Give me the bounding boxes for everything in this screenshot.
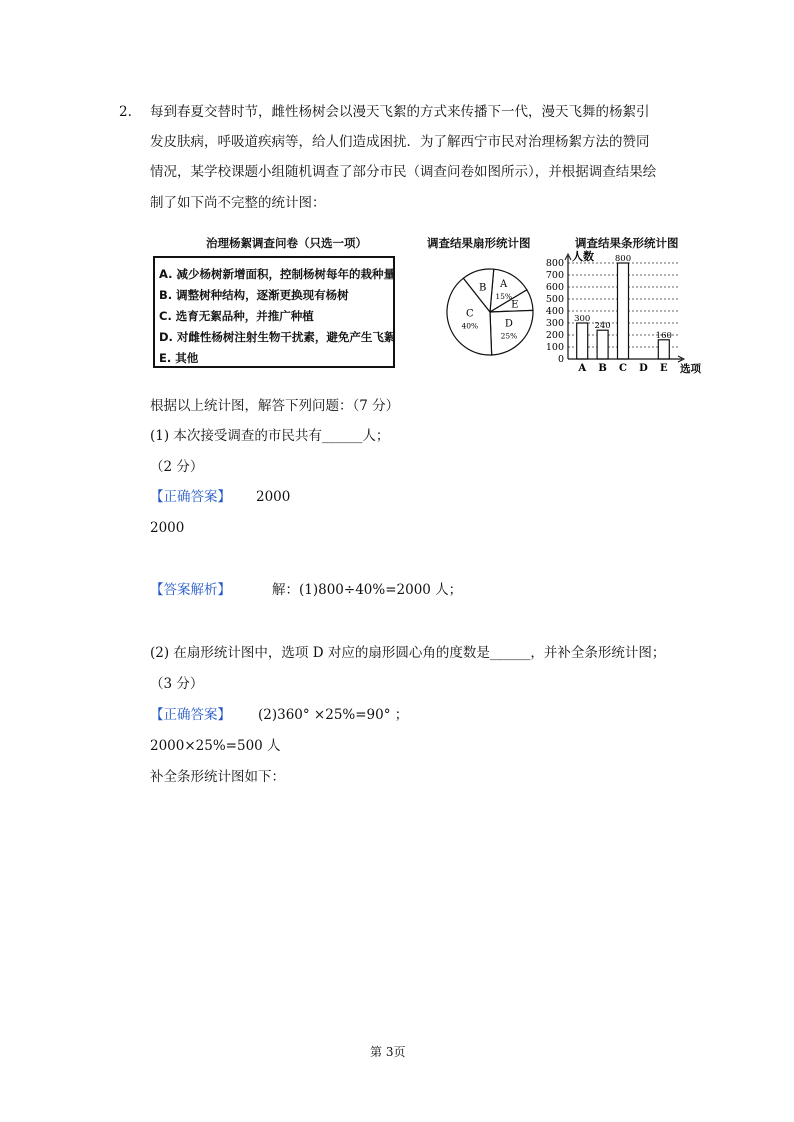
- pie-label-c: C: [465, 308, 474, 320]
- bar-category-label-a: A: [578, 363, 587, 374]
- part1-prompt: (1) 本次接受调查的市民共有______人；: [150, 428, 390, 444]
- pie-label-b: B: [478, 282, 487, 294]
- part2-answer-tag: 【正确答案】: [150, 707, 231, 723]
- bar-category-label-b: B: [598, 363, 607, 374]
- pie-percent-a: 15%: [495, 292, 513, 302]
- part2-score: （3 分）: [150, 676, 204, 692]
- bar-chart-title: 调查结果条形统计图: [575, 236, 679, 250]
- bar-chart: [540, 248, 705, 378]
- page-number: 第 3页: [370, 1045, 406, 1059]
- part1-answer-repeat: 2000: [150, 520, 185, 536]
- intro-line-2: 发皮肤病，呼吸道疾病等，给人们造成困扰．为了解西宁市民对治理杨絮方法的赞同: [150, 134, 650, 150]
- bar-ytick-label: 600: [545, 282, 564, 293]
- question-number: 2.: [119, 104, 132, 120]
- bar-ytick-label: 200: [545, 330, 564, 341]
- bar-ytick-label: 500: [545, 294, 564, 305]
- part2-calc: 2000×25%=500 人: [150, 738, 281, 754]
- pie-label-e: E: [511, 299, 519, 311]
- instructions: 根据以上统计图，解答下列问题：（7 分）: [150, 398, 400, 414]
- bar-ylabel: 人数: [572, 250, 594, 263]
- part2-prompt: (2) 在扇形统计图中，选项 D 对应的扇形圆心角的度数是______，并补全条形统计图；: [150, 645, 666, 661]
- pie-chart-title: 调查结果扇形统计图: [427, 236, 531, 250]
- bar-value-label-a: 300: [574, 314, 591, 324]
- bar-ytick-label: 800: [545, 258, 564, 269]
- bar-a: [577, 323, 588, 359]
- bar-ytick-label: 400: [545, 306, 564, 317]
- survey-title: 治理杨絮调查问卷（只选一项）: [206, 236, 367, 250]
- bar-xlabel: 选项: [680, 363, 701, 375]
- bar-value-label-e: 160: [655, 330, 672, 341]
- bar-c: [618, 263, 629, 359]
- survey-option-a: A. 减少杨树新增面积，控制杨树每年的栽种量: [159, 267, 395, 281]
- survey-option-e: E. 其他: [159, 351, 199, 365]
- bar-category-label-d: D: [639, 363, 648, 374]
- part1-answer: 2000: [256, 489, 291, 505]
- bar-e: [658, 340, 669, 359]
- survey-option-b: B. 调整树种结构，逐渐更换现有杨树: [159, 288, 349, 302]
- intro-line-4: 制了如下尚不完整的统计图：: [150, 195, 326, 211]
- intro-line-3: 情况，某学校课题小组随机调查了部分市民（调查问卷如图所示），并根据调查结果绘: [150, 164, 657, 180]
- survey-option-c: C. 选育无絮品种，并推广种植: [159, 309, 314, 323]
- pie-label-d: D: [504, 318, 513, 330]
- part1-answer-tag: 【正确答案】: [150, 489, 231, 505]
- part2-answer: (2)360° ×25%=90° ；: [258, 707, 409, 723]
- part2-note: 补全条形统计图如下：: [150, 769, 285, 785]
- bar-category-label-e: E: [659, 363, 668, 374]
- bar-value-label-c: 800: [614, 254, 632, 264]
- pie-percent-c: 40%: [461, 321, 479, 331]
- pie-label-a: A: [500, 279, 508, 291]
- part1-analysis: 解：(1)800÷40%=2000 人；: [272, 582, 463, 598]
- survey-box: [153, 256, 395, 368]
- bar-ytick-label: 700: [545, 270, 564, 281]
- part1-score: （2 分）: [150, 459, 204, 475]
- bar-value-label-b: 240: [594, 321, 611, 332]
- pie-chart: [440, 262, 540, 362]
- bar-ytick-label: 100: [545, 342, 564, 353]
- bar-ytick-label: 0: [557, 354, 564, 365]
- survey-option-d: D. 对雌性杨树注射生物干扰素，避免产生飞絮: [159, 330, 396, 344]
- bar-b: [597, 330, 608, 359]
- bar-category-label-c: C: [619, 363, 627, 374]
- part1-analysis-tag: 【答案解析】: [150, 582, 231, 598]
- pie-percent-d: 25%: [500, 331, 518, 341]
- intro-line-1: 每到春夏交替时节，雌性杨树会以漫天飞絮的方式来传播下一代，漫天飞舞的杨絮引: [150, 104, 650, 120]
- bar-ytick-label: 300: [545, 318, 564, 329]
